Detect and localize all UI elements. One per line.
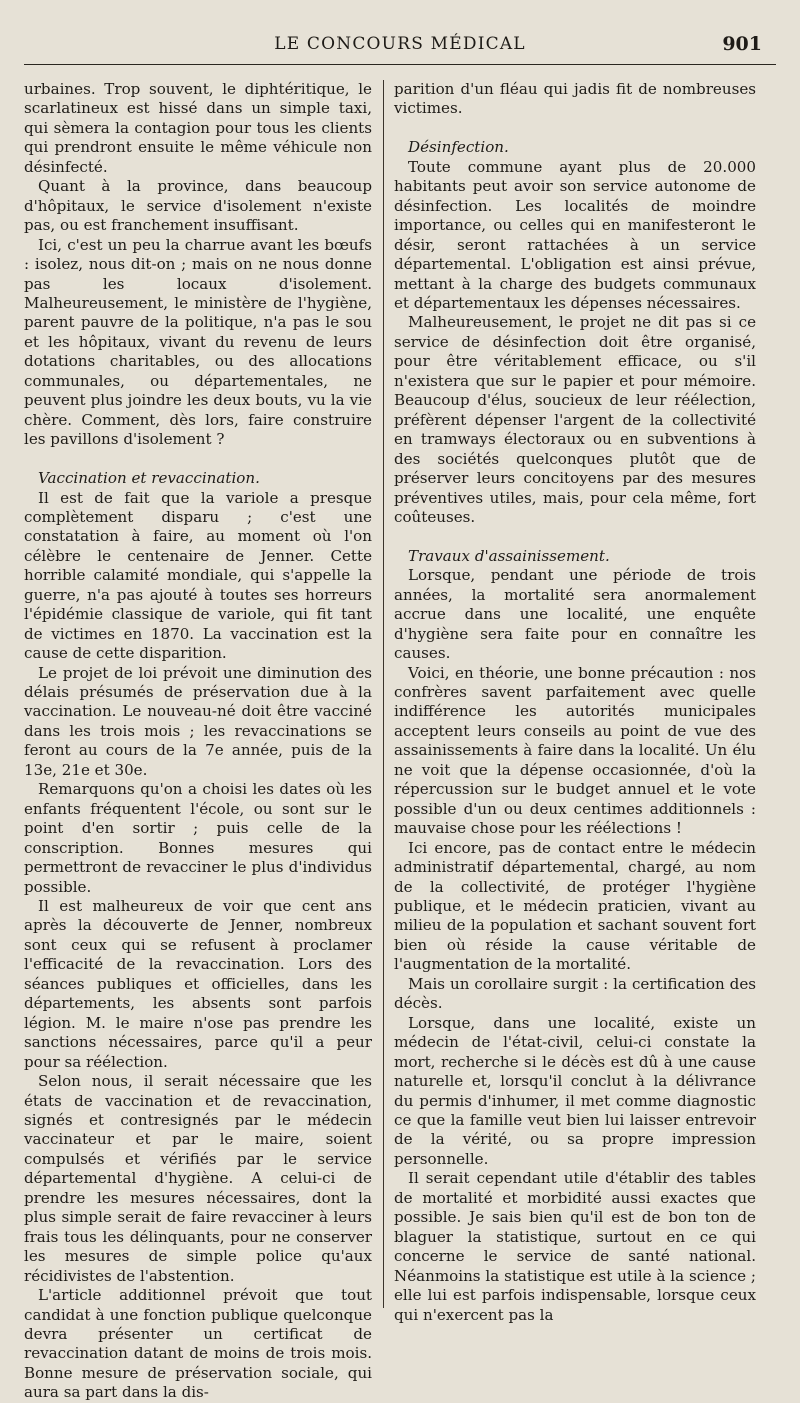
- paragraph: Il est malheureux de voir que cent ans après la découverte de Jenner, nombreux sont ceux qui se refusent à proclamer l'efficacité de la revaccination. Lors des séances publiques et officielles, dans les départements, les absents sont parfois légion. M. le maire n'ose pas prendre les sanctions nécessaires, parce qu'il a peur pour sa réélection.: [24, 897, 372, 1071]
- paragraph: Ici encore, pas de contact entre le médecin administratif départemental, chargé, au nom de la collectivité, de protéger l'hygiène publique, et le médecin praticien, vivant au milieu de la population et sachant souvent fort bien où réside la cause véritable de l'augmentation de la mortalité.: [394, 838, 756, 974]
- paragraph: L'article additionnel prévoit que tout candidat à une fonction publique quelconque devra présenter un certificat de revaccination datant de moins de trois mois. Bonne mesure de préservation sociale, qui aura sa part dans la dis-: [24, 1286, 372, 1402]
- paragraph: Ici, c'est un peu la charrue avant les bœufs : isolez, nous dit-on ; mais on ne nous donne pas les locaux d'isolement. Malheureusement, le ministère de l'hygiène, parent pauvre de la politique, n'a pas le sou et les hôpitaux, vivant du revenu de leurs dotations charitables, ou des allocations communales, ou départementales, ne peuvent plus joindre les deux bouts, vu la vie chère. Comment, dès lors, faire construire les pavillons d'isolement ?: [24, 235, 372, 449]
- section-gap: [394, 119, 756, 138]
- section-heading-desinfection: Désinfection.: [408, 138, 509, 157]
- section-heading-travaux: Travaux d'assainissement.: [408, 546, 610, 565]
- paragraph: Selon nous, il serait nécessaire que les états de vaccination et de revaccination, signés et contresignés par le médecin vaccinateur et par le maire, soient compulsés et vérifiés par le service départemental d'hygiène. A celui-ci de prendre les mesures nécessaires, dont la plus simple serait de faire revacciner à leurs frais tous les délinquants, pour ne conserver les mesures de simple police qu'aux récidivistes de l'abstention.: [24, 1072, 372, 1285]
- page-header: [24, 30, 776, 65]
- paragraph: parition d'un fléau qui jadis fit de nombreuses victimes.: [394, 80, 756, 118]
- section-gap: [394, 527, 756, 546]
- paragraph: Quant à la province, dans beaucoup d'hôpitaux, le service d'isolement n'existe pas, ou est franchement insuffisant.: [24, 177, 372, 235]
- left-column: [24, 80, 372, 1402]
- section-gap: [24, 450, 372, 469]
- paragraph: Le projet de loi prévoit une diminution des délais présumés de préservation due à la vaccination. Le nouveau-né doit être vacciné dans les trois mois ; les revaccinations se feront au cours de la 7e année, puis de la 13e, 21e et 30e.: [24, 663, 372, 779]
- page-number: 901: [722, 33, 762, 55]
- section-heading-vaccination: Vaccination et revaccination.: [38, 469, 260, 488]
- paragraph: Il serait cependant utile d'établir des tables de mortalité et morbidité aussi exactes que possible. Je sais bien qu'il est de bon ton de blaguer la statistique, surtout en ce qui concerne le service de santé national. Néanmoins la statistique est utile à la science ; elle lui est parfois indispensable, lorsque ceux qui n'exercent pas la: [394, 1169, 756, 1324]
- paragraph: Lorsque, pendant une période de trois années, la mortalité sera anormalement accrue dans une localité, une enquête d'hygiène sera faite pour en connaître les causes.: [394, 566, 756, 663]
- running-title: LE CONCOURS MÉDICAL: [274, 34, 526, 54]
- paragraph: Remarquons qu'on a choisi les dates où les enfants fréquentent l'école, ou sont sur le point d'en sortir ; puis celle de la conscription. Bonnes mesures qui permettront de revacciner le plus d'individus possible.: [24, 780, 372, 896]
- paragraph: urbaines. Trop souvent, le diphtéritique, le scarlatineux est hissé dans un simple taxi, qui sèmera la contagion pour tous les clients qui prendront ensuite le même véhicule non désinfecté.: [24, 80, 372, 176]
- paragraph: Voici, en théorie, une bonne précaution : nos confrères savent parfaitement avec quelle indifférence les autorités municipales acceptent leurs conseils au point de vue des assainissements à faire dans la localité. Un élu ne voit que la dépense occasionnée, d'où la répercussion sur le budget annuel et le vote possible d'un ou deux centimes additionnels : mauvaise chose pour les réélections !: [394, 663, 756, 838]
- right-column: [394, 80, 756, 1324]
- paragraph: Il est de fait que la variole a presque complètement disparu ; c'est une constatation à faire, au moment où l'on célèbre le centenaire de Jenner. Cette horrible calamité mondiale, qui s'appelle la guerre, n'a pas ajouté à toutes ses horreurs l'épidémie classique de variole, qui fit tant de victimes en 1870. La vaccination est la cause de cette disparition.: [24, 488, 372, 663]
- paragraph: Lorsque, dans une localité, existe un médecin de l'état-civil, celui-ci constate la mort, recherche si le décès est dû à une cause naturelle et, lorsqu'il conclut à la délivrance du permis d'inhumer, il met comme diagnostic ce que la famille veut bien lui laisser entrevoir de la vérité, ou sa propre impression personnelle.: [394, 1013, 756, 1168]
- paragraph: Malheureusement, le projet ne dit pas si ce service de désinfection doit être organisé, pour être véritablement efficace, ou s'il n'existera que sur le papier et pour mémoire. Beaucoup d'élus, soucieux de leur réélection, préfèrent dépenser l'argent de la collectivité en tramways électoraux ou en subventions à des sociétés quelconques plutôt que de préserver leurs concitoyens par des mesures préventives utiles, mais, pour cela même, fort coûteuses.: [394, 313, 756, 526]
- paragraph: Mais un corollaire surgit : la certification des décès.: [394, 974, 756, 1013]
- column-divider: [383, 80, 384, 1308]
- paragraph: Toute commune ayant plus de 20.000 habitants peut avoir son service autonome de désinfection. Les localités de moindre importance, ou celles qui en manifesteront le désir, seront rattachées à un service départemental. L'obligation est ainsi prévue, mettant à la charge des budgets communaux et départementaux les dépenses nécessaires.: [394, 157, 756, 312]
